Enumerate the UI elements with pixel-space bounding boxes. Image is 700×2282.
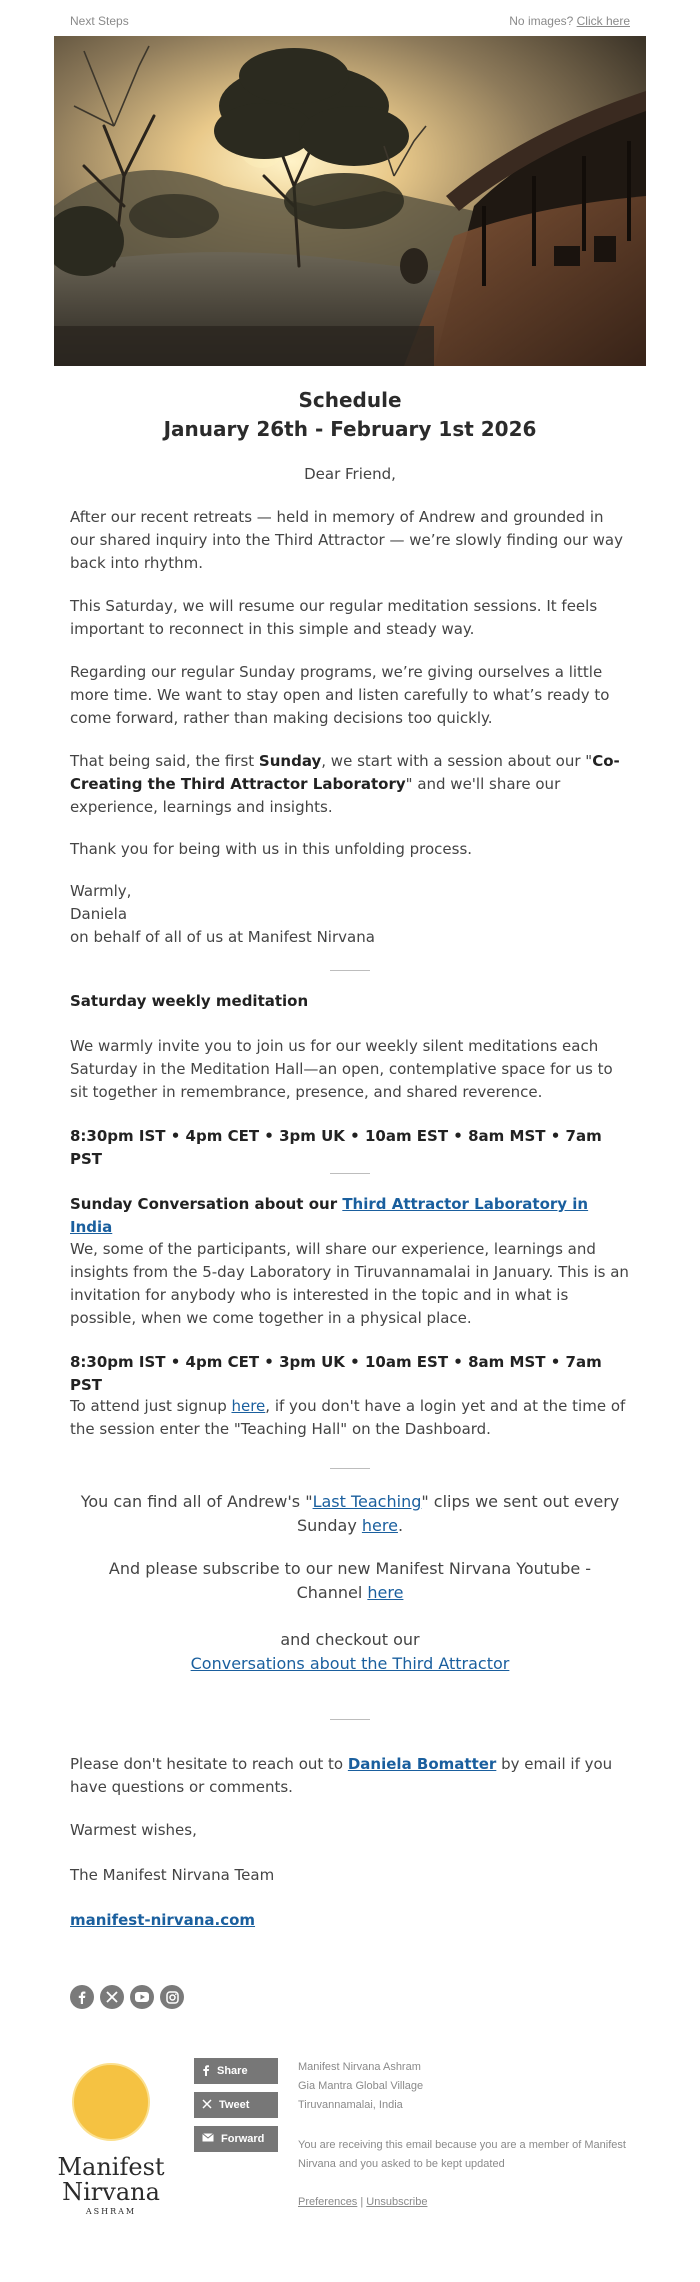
manifest-nirvana-logo xyxy=(54,2058,184,2228)
team-signature xyxy=(70,1864,630,1887)
section-divider xyxy=(330,1173,370,1174)
youtube-text xyxy=(90,1557,610,1605)
intro-paragraph-5 xyxy=(70,838,630,861)
sunday-title xyxy=(70,1193,630,1239)
x-icon[interactable] xyxy=(100,1985,124,2009)
signature-line-3: on behalf of all of us at Manifest Nirvana xyxy=(70,928,375,946)
address-line-2: Gia Mantra Global Village xyxy=(298,2080,424,2092)
intro-text-4c: , we start with a session about our " xyxy=(321,752,593,770)
share-label: Share xyxy=(217,2065,248,2077)
intro-paragraph-1 xyxy=(70,506,630,575)
preheader-title: Next Steps xyxy=(70,14,129,28)
logo-word-nirvana: Nirvana xyxy=(62,2178,160,2206)
signup-text-a: To attend just signup xyxy=(70,1397,232,1415)
greeting-text: Dear Friend, xyxy=(304,465,396,483)
youtube-icon[interactable] xyxy=(130,1985,154,2009)
youtube-text-a: And please subscribe to our new Manifest Nirvana Youtube - Channel xyxy=(108,1559,592,1602)
hero-image xyxy=(54,36,646,366)
schedule-heading xyxy=(70,386,630,444)
contact-text xyxy=(70,1753,630,1799)
sunrise-courtyard-illustration xyxy=(54,36,646,366)
logo-word-ashram: ASHRAM xyxy=(85,2207,137,2216)
saturday-title xyxy=(70,990,630,1013)
facebook-icon xyxy=(202,2064,210,2079)
sunday-times-text: 8:30pm IST • 4pm CET • 3pm UK • 10am EST • 8am MST • 7am PST xyxy=(70,1353,602,1394)
postal-address xyxy=(298,2058,423,2115)
signup-link[interactable]: here xyxy=(231,1397,266,1415)
x-icon xyxy=(202,2099,212,2112)
third-attractor-lab-link[interactable]: Third Attractor Laboratory in India xyxy=(70,1195,589,1236)
unsubscribe-link[interactable]: Unsubscribe xyxy=(366,2196,428,2208)
section-divider xyxy=(330,970,370,971)
email-footer xyxy=(54,2058,646,2258)
saturday-description xyxy=(70,1035,630,1104)
intro-paragraph-3 xyxy=(70,661,630,730)
tweet-button[interactable] xyxy=(194,2092,278,2118)
last-teaching-link[interactable]: Last Teaching xyxy=(312,1492,422,1511)
view-online-link[interactable]: Click here xyxy=(576,14,630,28)
address-line-1: Manifest Nirvana Ashram xyxy=(298,2061,421,2073)
contact-paragraph xyxy=(70,1753,630,1799)
youtube-channel-link[interactable]: here xyxy=(367,1583,404,1602)
signature xyxy=(70,880,630,949)
conversations-intro: and checkout our xyxy=(280,1630,420,1649)
intro-text-3: Regarding our regular Sunday programs, we’re giving ourselves a little more time. We want to stay open and listen carefully to what’s ready to come forward, rather than making decisions too quickly. xyxy=(70,663,610,727)
warmest-wishes xyxy=(70,1819,630,1842)
intro-text-4a: That being said, the first xyxy=(70,752,259,770)
intro-paragraph-4 xyxy=(70,750,630,819)
sunday-times xyxy=(70,1351,630,1397)
website-link[interactable]: manifest-nirvana.com xyxy=(70,1911,256,1929)
preheader xyxy=(54,0,646,36)
intro-sunday-bold: Sunday xyxy=(258,752,322,770)
last-teaching-paragraph xyxy=(70,1490,630,1538)
saturday-description-text: We warmly invite you to join us for our weekly silent meditations each Saturday in the Meditation Hall—an open, contemplative space for us to sit together in remembrance, presence, and shared reverence. xyxy=(70,1037,613,1101)
share-button[interactable] xyxy=(194,2058,278,2084)
signup-paragraph xyxy=(70,1395,630,1441)
greeting xyxy=(70,463,630,486)
section-divider xyxy=(330,1468,370,1469)
intro-text-4e: " and we'll share our experience, learnings and insights. xyxy=(70,775,561,816)
sunday-title-prefix: Sunday Conversation about our xyxy=(70,1195,343,1213)
conversations-link[interactable]: Conversations about the Third Attractor xyxy=(190,1654,510,1673)
address-line-3: Tiruvannamalai, India xyxy=(298,2099,403,2111)
last-teaching-c: . xyxy=(397,1516,404,1535)
daniela-email-link[interactable]: Daniela Bomatter xyxy=(347,1755,497,1773)
signature-line-2: Daniela xyxy=(70,905,128,923)
signature-line-1: Warmly, xyxy=(70,882,132,900)
no-images-notice xyxy=(509,14,630,28)
signup-text xyxy=(70,1395,630,1441)
intro-text-2: This Saturday, we will resume our regular meditation sessions. It feels important to reconnect in this simple and steady way. xyxy=(70,597,598,638)
intro-lab-bold: Co-Creating the Third Attractor Laboratory xyxy=(70,752,620,793)
sunday-title-text xyxy=(70,1193,630,1239)
last-teaching-a: You can find all of Andrew's " xyxy=(80,1492,313,1511)
footer-link-separator: | xyxy=(357,2196,367,2208)
conversations-paragraph xyxy=(70,1628,630,1676)
saturday-title-text: Saturday weekly meditation xyxy=(70,992,309,1010)
section-divider xyxy=(330,1719,370,1720)
footer-links xyxy=(298,2196,427,2208)
last-teaching-text xyxy=(80,1490,620,1538)
intro-text-5: Thank you for being with us in this unfolding process. xyxy=(70,840,473,858)
logo-word-manifest: Manifest xyxy=(57,2153,165,2181)
schedule-dates: January 26th - February 1st 2026 xyxy=(163,417,537,441)
sunday-description xyxy=(70,1238,630,1330)
contact-text-b: by email if you have questions or comments. xyxy=(70,1755,613,1796)
team-signature-text: The Manifest Nirvana Team xyxy=(70,1866,275,1884)
intro-text-4 xyxy=(70,750,630,819)
preferences-link[interactable]: Preferences xyxy=(298,2196,358,2208)
youtube-paragraph xyxy=(70,1557,630,1605)
intro-text-1: After our recent retreats — held in memory of Andrew and grounded in our shared inquiry into the Third Attractor — we’re slowly finding our way back into rhythm. xyxy=(70,508,623,572)
subscription-notice: You are receiving this email because you are a member of Manifest Nirvana and you asked to be kept updated xyxy=(298,2139,626,2170)
tweet-label: Tweet xyxy=(219,2099,250,2111)
forward-label: Forward xyxy=(221,2133,265,2145)
contact-text-a: Please don't hesitate to reach out to xyxy=(70,1755,348,1773)
social-icons xyxy=(70,1985,184,2009)
website-line xyxy=(70,1909,630,1932)
sunday-description-text: We, some of the participants, will share our experience, learnings and insights from the 5-day Laboratory in Tiruvannamalai in January. This is an invitation for anybody who is interested in the topic and in what is possible, when we come together in a physical place. xyxy=(70,1240,629,1327)
last-teaching-here-link[interactable]: here xyxy=(361,1516,398,1535)
last-teaching-b: " clips we sent out every Sunday xyxy=(296,1492,620,1535)
mail-icon xyxy=(202,2133,214,2145)
facebook-icon[interactable] xyxy=(70,1985,94,2009)
no-images-text: No images? xyxy=(509,14,577,28)
intro-paragraph-2 xyxy=(70,595,630,641)
saturday-times xyxy=(70,1125,630,1171)
signup-text-b: , if you don't have a login yet and at the time of the session enter the "Teaching Hall" on the Dashboard. xyxy=(70,1397,626,1438)
schedule-title: Schedule xyxy=(298,388,402,412)
instagram-icon[interactable] xyxy=(160,1985,184,2009)
forward-button[interactable] xyxy=(194,2126,278,2152)
warmest-wishes-text: Warmest wishes, xyxy=(70,1821,197,1839)
saturday-times-text: 8:30pm IST • 4pm CET • 3pm UK • 10am EST • 8am MST • 7am PST xyxy=(70,1127,602,1168)
